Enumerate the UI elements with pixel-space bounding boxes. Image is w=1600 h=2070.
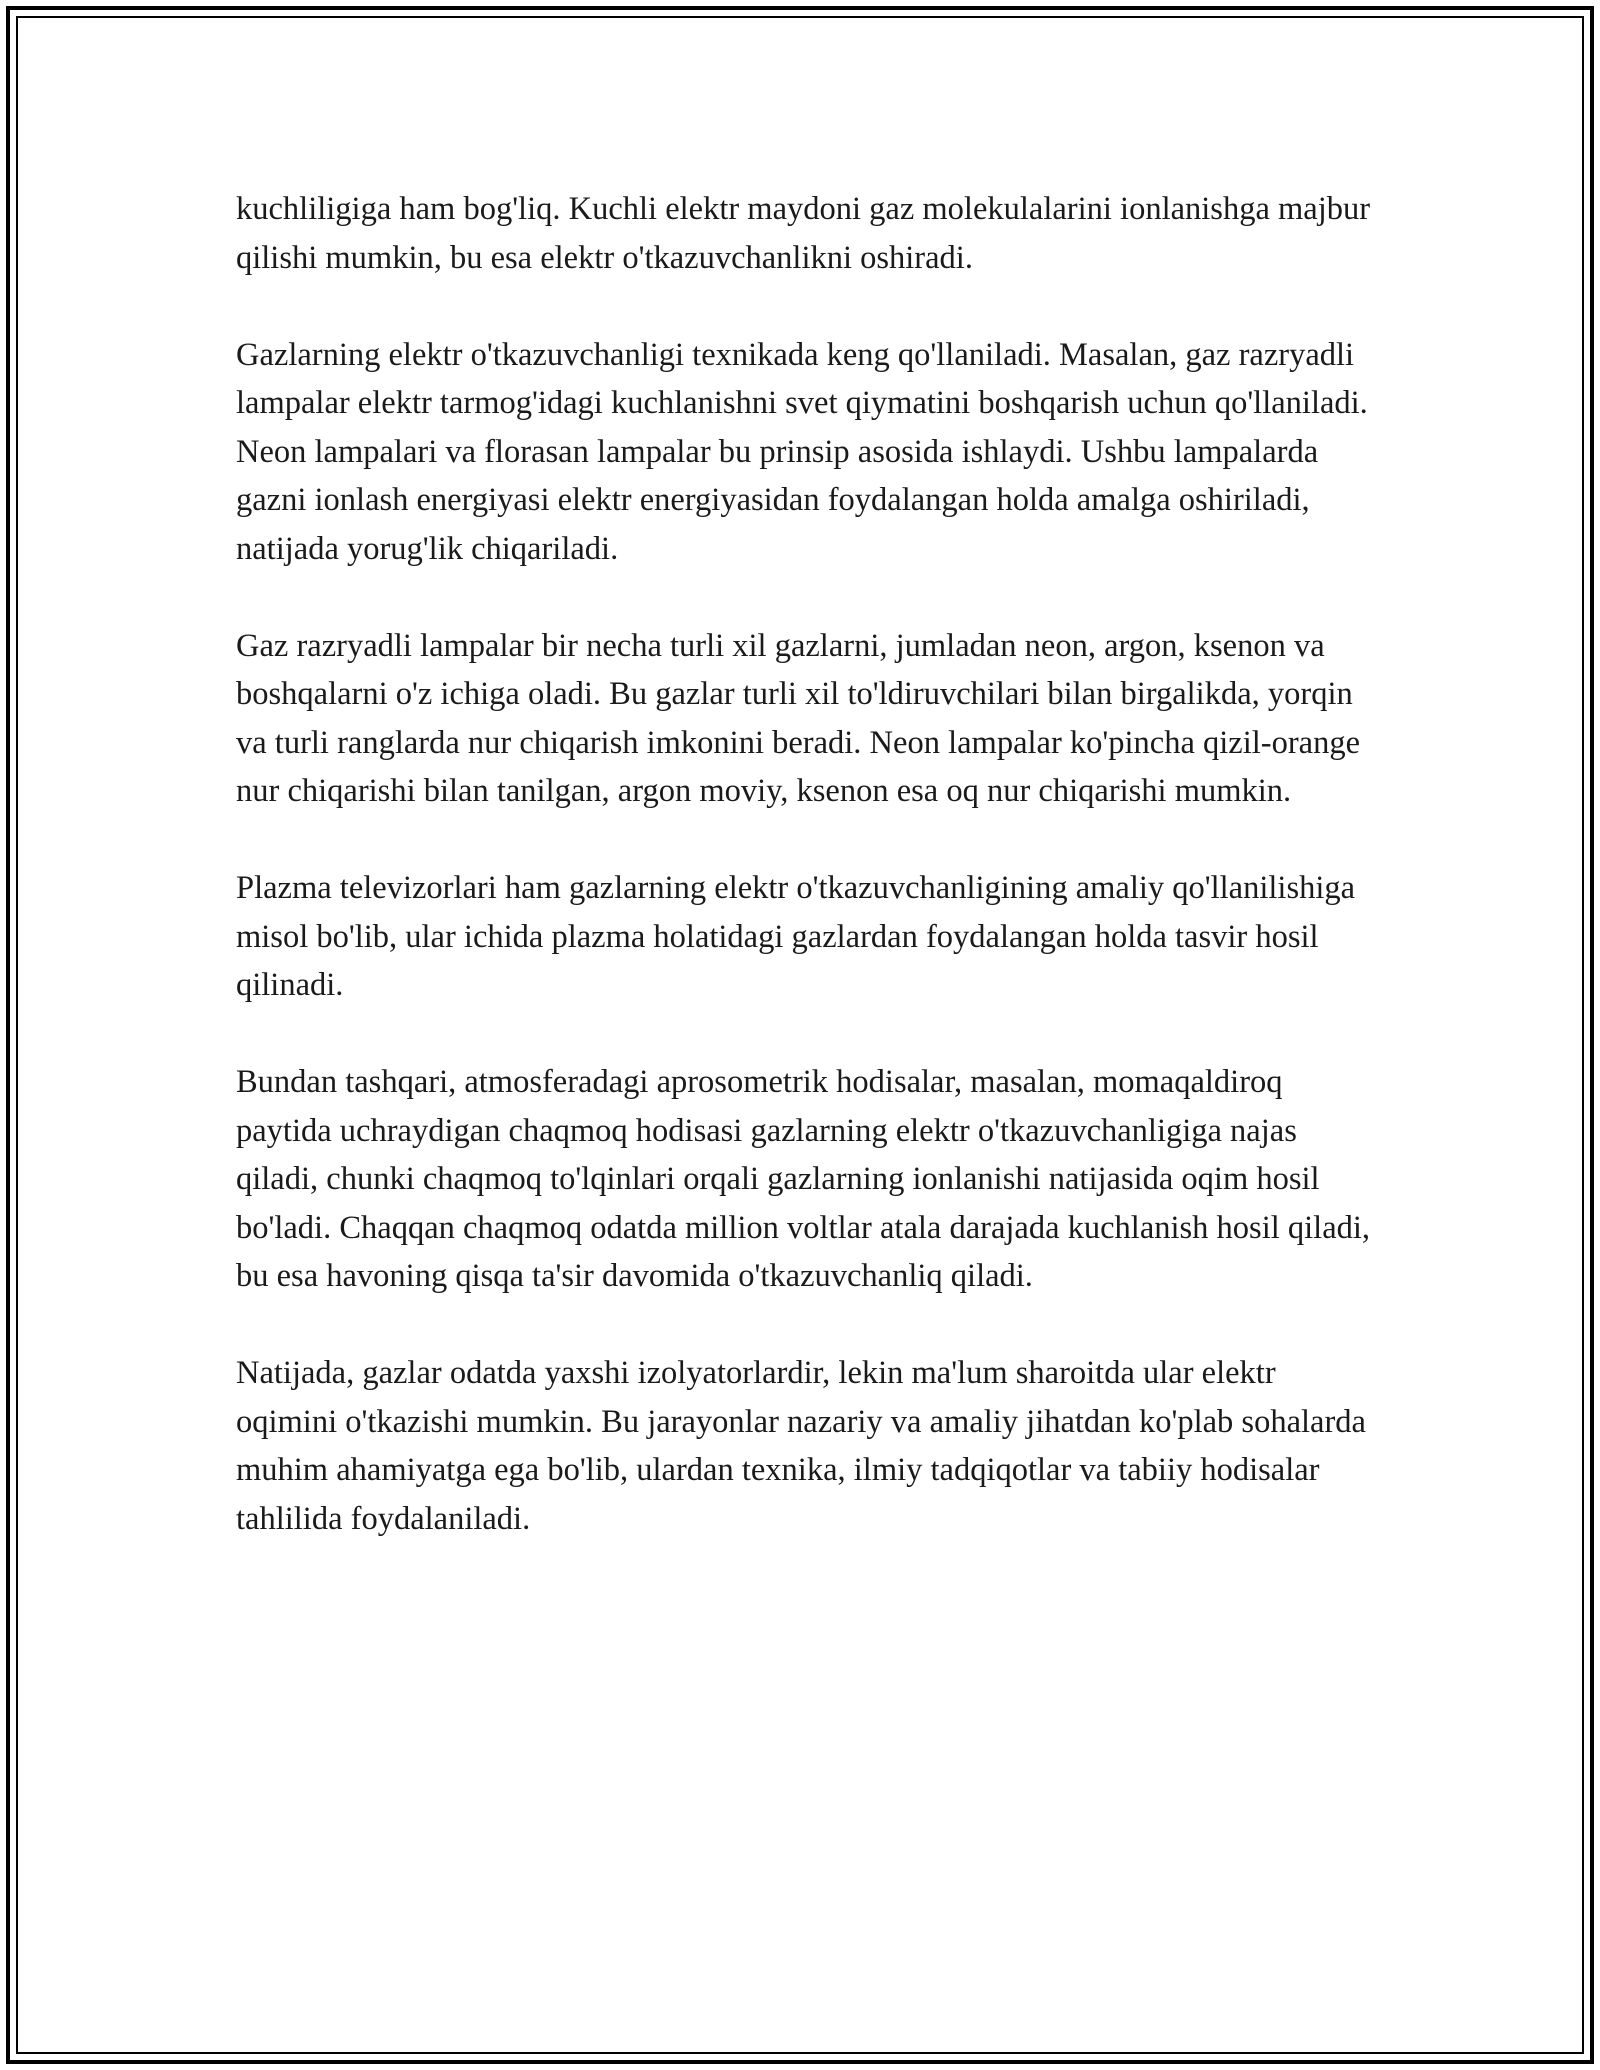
paragraph-1: kuchliligiga ham bog'liq. Kuchli elektr maydoni gaz molekulalarini ionlanishga majbur qilishi mumkin, bu esa elektr o'tkazuvchanlikni oshiradi. <box>236 191 1371 276</box>
document-body <box>236 185 1371 1543</box>
paragraph-6: Natijada, gazlar odatda yaxshi izolyatorlardir, lekin ma'lum sharoitda ular elektr oqimini o'tkazishi mumkin. Bu jarayonlar nazariy va amaliy jihatdan ko'plab sohalarda muhim ahamiyatga ega bo'lib, ulardan texnika, ilmiy tadqiqotlar va tabiiy hodisalar tahlilida foydalaniladi. <box>236 1355 1366 1537</box>
paragraph-2: Gazlarning elektr o'tkazuvchanligi texnikada keng qo'llaniladi. Masalan, gaz razryadli lampalar elektr tarmog'idagi kuchlanishni svet qiymatini boshqarish uchun qo'llaniladi. Neon lampalari va florasan lampalar bu prinsip asosida ishlaydi. Ushbu lampalarda gazni ionlash energiyasi elektr energiyasidan foydalangan holda amalga oshiriladi, natijada yorug'lik chiqariladi. <box>236 336 1368 567</box>
paragraph-5: Bundan tashqari, atmosferadagi aprosometrik hodisalar, masalan, momaqaldiroq paytida uchraydigan chaqmoq hodisasi gazlarning elektr o'tkazuvchanligiga najas qiladi, chunki chaqmoq to'lqinlari orqali gazlarning ionlanishi natijasida oqim hosil bo'ladi. Chaqqan chaqmoq odatda million voltlar atala darajada kuchlanish hosil qiladi, bu esa havoning qisqa ta'sir davomida o'tkazuvchanliq qiladi. <box>236 1064 1371 1294</box>
paragraph-3: Gaz razryadli lampalar bir necha turli xil gazlarni, jumladan neon, argon, ksenon va boshqalarni o'z ichiga oladi. Bu gazlar turli xil to'ldiruvchilari bilan birgalikda, yorqin va turli ranglarda nur chiqarish imkonini beradi. Neon lampalar ko'pincha qizil-orange nur chiqarishi bilan tanilgan, argon moviy, ksenon esa oq nur chiqarishi mumkin. <box>236 627 1361 809</box>
paragraph-4: Plazma televizorlari ham gazlarning elektr o'tkazuvchanligining amaliy qo'llanilishiga misol bo'lib, ular ichida plazma holatidagi gazlardan foydalangan holda tasvir hosil qilinadi. <box>236 870 1356 1003</box>
